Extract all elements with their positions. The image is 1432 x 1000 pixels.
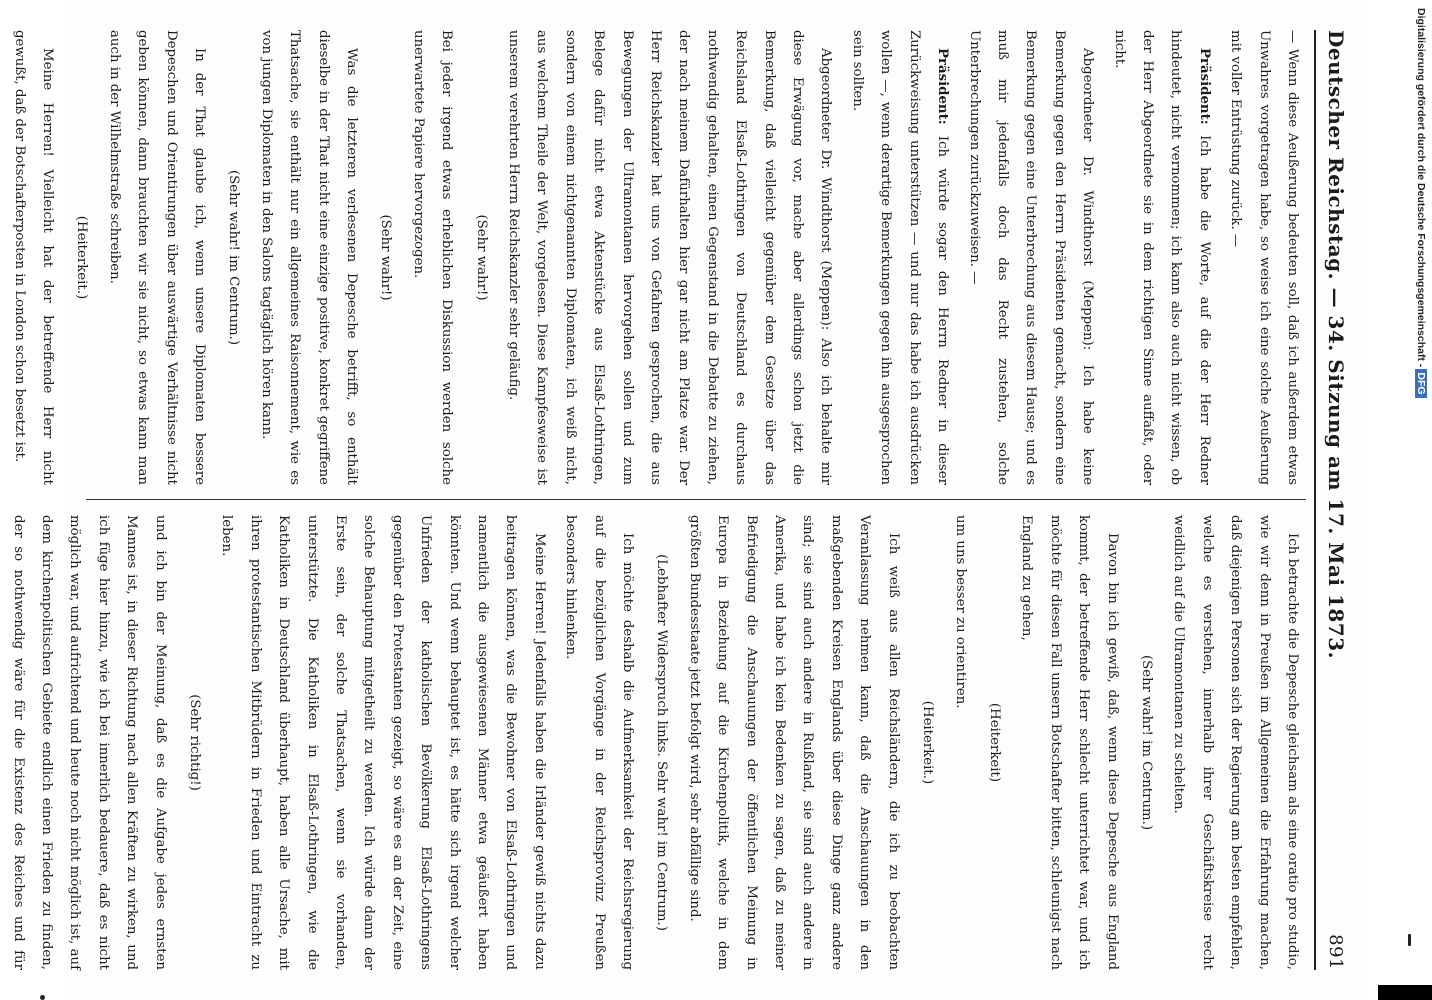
interjection: (Heiterkeit.)	[920, 700, 936, 785]
speech-text: Ich habe die Worte, auf die der Herr Redner hindeutet, nicht vernommen; ich kann also auch nicht wissen, ob der Herr Abgeordnete sie in dem richtigen Sinne auffaßt, oder nicht.	[1111, 30, 1212, 485]
page-number: 891	[1325, 934, 1347, 970]
interjection: (Sehr richtig!)	[186, 694, 202, 791]
interjection: (Heiterkeit.)	[74, 215, 90, 300]
paragraph: — Wenn diese Aeußerung bedeuten soll, daß ich außerdem etwas Unwahres vorgetragen habe, so weise ich eine solche Aeußerung mit voller Entrüstung zurück. —	[1228, 30, 1300, 485]
interjection: (Sehr wahr! im Centrum.)	[1138, 654, 1154, 831]
left-column	[11, 30, 1306, 485]
scan-speck	[40, 995, 45, 1000]
digitization-note	[1414, 8, 1428, 468]
paragraph: um uns besser zu orientiren.	[952, 515, 968, 709]
digitization-note-text: Digitalisierung gefördert durch die Deutsche Forschungsgemeinschaft -	[1415, 8, 1427, 368]
scan-speck	[1408, 934, 1411, 946]
page-title: Deutscher Reichstag. — 34. Sitzung am 17. Mai 1873.	[1324, 30, 1348, 660]
interjection: (Sehr wahr! im Centrum.)	[226, 169, 242, 346]
paragraph: Davon bin ich gewiß, daß, wenn diese Depesche aus England kommt, der betreffende Herr schlecht unterrichtet war, und ich möchte für diesen Fall unsern Botschafter bitten, schleunigst nach England zu gehen,	[1019, 515, 1120, 970]
paragraph: Ich weiß aus allen Reichsländern, die ich zu beobachten Veranlassung nehmen kann, daß die Anschauungen in den maßgebenden Kreisen Englands über diese Dinge ganz andere sind; sie sind auch andere in Rußland, sie sind auch andere in Amerika, und habe ich kein Bedenken zu sagen, daß zu meiner Befriedigung die Anschauungen der öffentlichen Meinung in Europa in Beziehung auf die Kirchenpolitik, welche in dem größten Bundesstaate jetzt befolgt wird, sehr abfällige sind.	[686, 515, 901, 970]
paragraph: Ich betrachte die Depesche gleichsam als eine oratio pro studio, wie wir denn in Preußen im Allgemeinen die Erfahrung machen, daß diejenigen Personen sich der Regierung am besten empfehlen, welche es verstehen, innerhalb ihrer Geschäftskreise recht weidlich auf die Ultramontanen zu schelten.	[1171, 515, 1300, 970]
right-column	[10, 515, 1306, 970]
paragraph: Meine Herren! Vielleicht hat der betreffende Herr nicht gewußt, daß der Botschafterposten in London schon besetzt ist.	[11, 30, 55, 485]
page-header	[1314, 30, 1356, 970]
paragraph: Meine Herren! Jedenfalls haben die Irländer gewiß nichts dazu beitragen können, was die Bewohner von Elsaß-Lothringen und namentlich die ausgewiesenen Männer etwa geäußert haben könnten. Und wenn behauptet ist, es hätte sich irgend welcher Unfrieden der katholischen Bevölkerung Elsaß-Lothringens gegenüber den Protestanten gezeigt, so wäre es an der Zeit, eine solche Behauptung mitgetheilt zu werden. Ich würde dann der Erste sein, der solche Thatsachen, wenn sie vorhanden, unterstützte. Die Katholiken in Elsaß-Lothringen, wie die Katholiken in Deutschland überhaupt, haben alle Ursache, mit ihren protestantischen Mitbrüdern in Frieden und Eintracht zu leben.	[219, 515, 547, 970]
column-divider	[86, 499, 1306, 500]
speech-text: Ich würde sogar den Herrn Redner in dieser Zurückweisung unterstützen — und nur das habe ich ausdrücken wollen —, wenn derartige Bemerkungen gegen ihn ausgesprochen sein sollten.	[849, 30, 951, 485]
paragraph: Was die letzteren verlesenen Depesche betrifft, so enthält dieselbe in der That nicht eine einzige positive, konkret gegriffene Thatsache, sie enthält nur ein allgemeines Raisonnement, wie es von jungen Diplomaten in den Salons tagtäglich hören kann.	[258, 30, 359, 485]
paragraph	[843, 30, 957, 485]
speaker-label: Präsident:	[935, 48, 951, 125]
dfg-badge: DFG	[1415, 369, 1427, 397]
paragraph	[1104, 30, 1218, 485]
interjection: (Sehr wahr!)	[378, 214, 394, 301]
interjection: (Lebhafter Widerspruch links. Sehr wahr! im Centrum.)	[654, 554, 670, 931]
paragraph: Abgeordneter Dr. Windthorst (Meppen): Also ich behalte mir diese Erwägung vor, mache aber allerdings schon jetzt die Bemerkung, daß vielleicht gegenüber dem Gesetze über das Reichsland Elsaß-Lothringen von Deutschland es durchaus nothwendig gehalten, einen Gegenstand in die Debatte zu ziehen, der nach meinem Dafürhalten hier gar nicht am Platze war. Der Herr Reichskanzler hat uns von Gefahren gesprochen, die aus Bewegungen der Ultramontanen hervorgehen sollen und zum Belege dafür nicht etwa Aktenstücke aus Elsaß-Lothringen, sondern von einem nichtgenannten Diplomaten, ich weiß nicht, aus welchem Theile der Welt, vorgelesen. Diese Kampfesweise ist unserem verehrten Herrn Reichskanzler sehr geläufig.	[506, 30, 834, 485]
interjection: (Heiterkeit)	[986, 702, 1002, 783]
speaker-label: Präsident:	[1196, 48, 1212, 125]
document-page	[10, 0, 1366, 1000]
paragraph: Abgeordneter Dr. Windthorst (Meppen): Ich habe keine Bemerkung gegen den Herrn Präsidenten gemacht, sondern eine Bemerkung gegen eine Unterbrechung aus diesem Hause; und es muß mir jedenfalls doch das Recht zustehen, solche Unterbrechungen zurückzuweisen. —	[966, 30, 1096, 485]
paragraph: In der That glaube ich, wenn unsere Diplomaten bessere Depeschen und Orientirungen über auswärtige Verhältnisse nicht geben können, dann brauchten wir sie nicht, so etwas kann man auch in der Wilhelmstraße schreiben.	[106, 30, 207, 485]
paragraph: Ich möchte deshalb die Aufmerksamkeit der Reichsregierung auf die bezüglichen Vorgänge in der Reichsprovinz Preußen besonders hinlenken.	[563, 515, 636, 970]
interjection: (Sehr wahr!)	[473, 214, 489, 301]
paragraph: Bei jeder irgend etwas erheblichen Diskussion werden solche unerwartete Papiere hervorgezogen.	[410, 30, 455, 485]
paragraph: und ich bin der Meinung, daß es die Aufgabe jedes ernsten Mannes ist, in dieser Richtung nach allen Kräften zu wirken, und ich füge hier hinzu, wie ich bei innerlich bedauere, daß es nicht möglich war, und aufrichtend und heute noch nicht möglich ist, auf dem kirchenpolitischen Gebiete endlich einen Frieden zu finden, der so nothwendig wäre für die Existenz des Reiches und für	[10, 515, 168, 970]
scan-edge-bar	[1378, 985, 1432, 1000]
